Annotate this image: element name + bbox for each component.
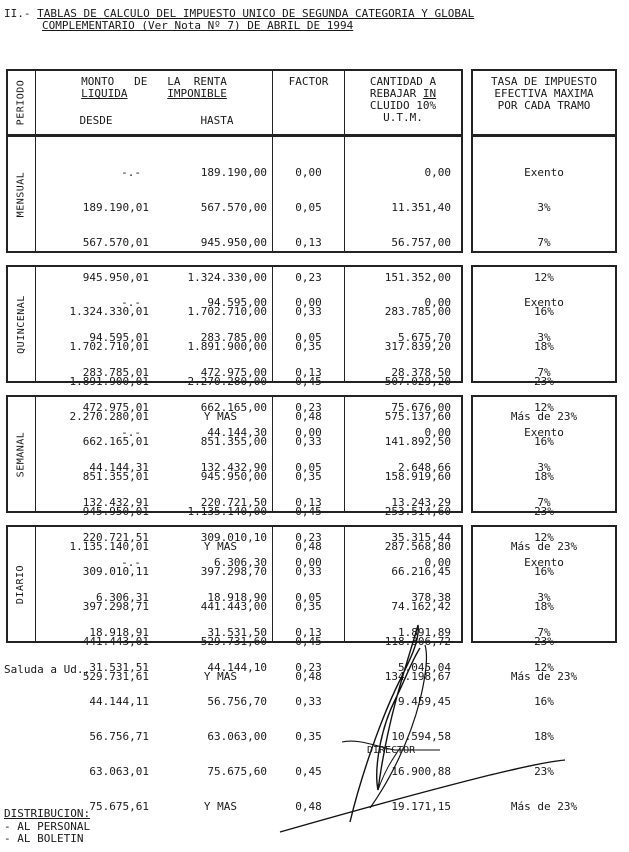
desde-cell: -.-: [121, 426, 141, 440]
tasa-cell: 7%: [537, 235, 551, 249]
tasa-cell: 7%: [537, 365, 551, 379]
tasa-cell: 16%: [534, 435, 554, 449]
hasta-column: [155, 530, 267, 835]
hasta-cell: 397.298,70: [200, 565, 267, 579]
rebajar-cell: 28.378,50: [391, 365, 451, 379]
factor-cell: 0,13: [295, 495, 322, 509]
hasta-cell: 75.675,60: [207, 764, 267, 778]
rebajar-cell: 0,00: [424, 426, 451, 440]
desde-cell: 31.531,51: [89, 660, 149, 674]
rebajar-cell: 56.757,00: [391, 235, 451, 249]
desde-cell: 851.355,01: [82, 470, 149, 484]
rebajar-cell: 317.839,20: [384, 340, 451, 354]
desde-cell: 6.306,31: [96, 590, 149, 604]
factor-cell: 0,13: [295, 365, 322, 379]
hasta-cell: 44.144,30: [207, 426, 267, 440]
saluda-text: Saluda a Ud.,: [4, 663, 91, 676]
tasa-cell: 18%: [534, 730, 554, 744]
rebajar-cell: 1.891,89: [398, 625, 451, 639]
rebajar-cell: 158.919,60: [384, 470, 451, 484]
factor-cell: 0,00: [295, 426, 322, 440]
tasa-cell: 3%: [537, 200, 551, 214]
header-periodo: PERIODO: [15, 79, 27, 126]
hasta-cell: 2.270.280,00: [187, 374, 267, 388]
factor-cell: 0,00: [295, 556, 322, 570]
hasta-cell: 189.190,00: [200, 166, 267, 180]
tasa-cell: 12%: [534, 660, 554, 674]
header-tasa: TASA DE IMPUESTO EFECTIVA MAXIMA POR CADA TRAMO: [491, 75, 597, 112]
factor-cell: 0,33: [295, 435, 322, 449]
hasta-cell: 56.756,70: [207, 695, 267, 709]
section-label: QUINCENAL: [15, 294, 27, 354]
tasa-semanal: [471, 395, 617, 683]
factor-cell: 0,05: [295, 590, 322, 604]
rebajar-cell: 283.785,00: [384, 305, 451, 319]
desde-cell: 1.702.710,01: [69, 340, 149, 354]
rebajar-cell: 253.514,60: [384, 504, 451, 518]
rebajar-cell: 35.315,44: [391, 530, 451, 544]
hasta-cell: 1.702.710,00: [187, 305, 267, 319]
factor-cell: 0,13: [295, 625, 322, 639]
desde-cell: 945.950,01: [82, 270, 149, 284]
header-desde: DESDE: [79, 114, 113, 127]
desde-cell: 63.063,01: [89, 764, 149, 778]
section-label: DIARIO: [15, 564, 27, 604]
factor-cell: 0,05: [295, 460, 322, 474]
heading-line-1: TABLAS DE CALCULO DEL IMPUESTO UNICO DE SEGUNDA CATEGORIA Y GLOBAL: [37, 7, 475, 20]
rebajar-cell: 13.243,29: [391, 495, 451, 509]
tasa-cell: Exento: [524, 166, 564, 180]
desde-cell: 189.190,01: [82, 200, 149, 214]
tasa-cell: 18%: [534, 600, 554, 614]
desde-cell: 1.891.900,01: [69, 374, 149, 388]
tasa-column: [472, 530, 616, 835]
factor-cell: 0,13: [295, 235, 322, 249]
desde-cell: 2.270.280,01: [69, 409, 149, 423]
desde-cell: 132.432,91: [82, 495, 149, 509]
tasa-cell: 16%: [534, 565, 554, 579]
factor-cell: 0,05: [295, 330, 322, 344]
desde-cell: 18.918,91: [89, 625, 149, 639]
table-header-box: [6, 69, 463, 136]
tasa-mensual: [471, 135, 617, 423]
rebajar-column: [345, 530, 451, 835]
factor-cell: 0,45: [295, 504, 322, 518]
rebajar-cell: 507.029,20: [384, 374, 451, 388]
desde-cell: 309.010,11: [82, 565, 149, 579]
heading-prefix: II.-: [4, 7, 31, 20]
hasta-cell: 529.731,60: [200, 634, 267, 648]
factor-cell: 0,35: [295, 600, 322, 614]
hasta-cell: 472.975,00: [200, 365, 267, 379]
desde-cell: 472.975,01: [82, 400, 149, 414]
desde-cell: 1.135.140,01: [69, 539, 149, 553]
header-factor: FACTOR: [288, 75, 329, 88]
section-label: MENSUAL: [15, 171, 27, 217]
document-heading: [4, 8, 474, 32]
factor-cell: 0,45: [295, 374, 322, 388]
desde-cell: 441.443,01: [82, 634, 149, 648]
rebajar-cell: 9.459,45: [398, 695, 451, 709]
tasa-cell: 16%: [534, 305, 554, 319]
tasa-cell: 23%: [534, 634, 554, 648]
tasa-cell: 3%: [537, 460, 551, 474]
desde-cell: 567.570,01: [82, 235, 149, 249]
rebajar-cell: 11.351,40: [391, 200, 451, 214]
desde-cell: 94.595,01: [89, 330, 149, 344]
factor-cell: 0,48: [295, 409, 322, 423]
tasa-cell: Más de 23%: [510, 539, 578, 553]
hasta-cell: 283.785,00: [200, 330, 267, 344]
rebajar-cell: 74.162,42: [391, 600, 451, 614]
factor-cell: 0,48: [295, 539, 322, 553]
tasa-cell: 7%: [537, 495, 551, 509]
hasta-cell: 309.010,10: [200, 530, 267, 544]
tasa-cell: 16%: [534, 695, 554, 709]
desde-cell: -.-: [121, 296, 141, 310]
factor-cell: 0,05: [295, 200, 322, 214]
rebajar-cell: 19.171,15: [391, 799, 451, 813]
desde-cell: -.-: [121, 166, 141, 180]
factor-cell: 0,00: [295, 296, 322, 310]
desde-cell: 529.731,61: [82, 669, 149, 683]
rebajar-cell: 575.137,60: [384, 409, 451, 423]
hasta-cell: Y MAS: [203, 799, 237, 813]
rebajar-cell: 134.198,67: [384, 669, 451, 683]
factor-cell: 0,23: [295, 400, 322, 414]
factor-cell: 0,35: [295, 730, 322, 744]
hasta-cell: 220.721,50: [200, 495, 267, 509]
header-liquida: LIQUIDA: [81, 87, 128, 100]
director-label: DIRECTOR: [367, 745, 416, 756]
rebajar-cell: 118.306,72: [384, 634, 451, 648]
tasa-cell: 3%: [537, 330, 551, 344]
tasa-cell: 12%: [534, 270, 554, 284]
tasa-cell: 12%: [534, 530, 554, 544]
factor-cell: 0,48: [295, 799, 322, 813]
rebajar-cell: 5.045,04: [398, 660, 451, 674]
desde-cell: 75.675,61: [89, 799, 149, 813]
hasta-cell: Y MAS: [203, 669, 237, 683]
tasa-cell: Exento: [524, 426, 564, 440]
desde-cell: 662.165,01: [82, 435, 149, 449]
tasa-cell: 23%: [534, 504, 554, 518]
header-hasta: HASTA: [200, 114, 234, 127]
distribution-item: - AL BOLETIN: [4, 832, 84, 845]
desde-cell: 44.144,11: [89, 695, 149, 709]
tasa-diario: [471, 525, 617, 813]
header-imponible: IMPONIBLE: [167, 87, 227, 100]
distribution-item: - AL PERSONAL: [4, 820, 91, 833]
hasta-cell: 567.570,00: [200, 200, 267, 214]
tasa-cell: Más de 23%: [510, 409, 578, 423]
factor-cell: 0,23: [295, 660, 322, 674]
desde-column: [37, 530, 149, 835]
rebajar-cell: 151.352,00: [384, 270, 451, 284]
factor-cell: 0,48: [295, 669, 322, 683]
hasta-cell: Y MAS: [203, 409, 237, 423]
factor-cell: 0,33: [295, 305, 322, 319]
factor-cell: 0,45: [295, 634, 322, 648]
hasta-cell: 94.595,00: [207, 296, 267, 310]
rebajar-cell: 66.216,45: [391, 565, 451, 579]
hasta-cell: 1.135.140,00: [187, 504, 267, 518]
header-cantidad: CANTIDAD A REBAJAR IN CLUIDO 10% U.T.M.: [369, 75, 437, 124]
factor-cell: 0,23: [295, 270, 322, 284]
factor-cell: 0,35: [295, 340, 322, 354]
tasa-quincenal: [471, 265, 617, 553]
tasa-cell: 23%: [534, 764, 554, 778]
hasta-cell: 1.324.330,00: [187, 270, 267, 284]
hasta-cell: 1.891.900,00: [187, 340, 267, 354]
section-label: SEMANAL: [15, 431, 27, 477]
hasta-cell: 945.950,00: [200, 235, 267, 249]
factor-cell: 0,23: [295, 530, 322, 544]
distribucion-label: DISTRIBUCION:: [4, 807, 91, 820]
rebajar-cell: 0,00: [424, 556, 451, 570]
desde-cell: 945.950,01: [82, 504, 149, 518]
desde-cell: 283.785,01: [82, 365, 149, 379]
desde-cell: 397.298,71: [82, 600, 149, 614]
hasta-cell: 44.144,10: [207, 660, 267, 674]
tasa-cell: 23%: [534, 374, 554, 388]
rebajar-cell: 16.900,88: [391, 764, 451, 778]
tasa-cell: Más de 23%: [510, 669, 578, 683]
factor-cell: 0,33: [295, 695, 322, 709]
tasa-header-box: [471, 69, 617, 136]
factor-cell: 0,35: [295, 470, 322, 484]
hasta-cell: 945.950,00: [200, 470, 267, 484]
tasa-cell: Exento: [524, 296, 564, 310]
rebajar-cell: 287.568,80: [384, 539, 451, 553]
desde-cell: 56.756,71: [89, 730, 149, 744]
hasta-cell: Y MAS: [203, 539, 237, 553]
rebajar-cell: 10.594,58: [391, 730, 451, 744]
rebajar-cell: 378,38: [411, 590, 451, 604]
tasa-cell: Más de 23%: [510, 799, 578, 813]
rebajar-cell: 75.676,00: [391, 400, 451, 414]
hasta-cell: 63.063,00: [207, 730, 267, 744]
hasta-cell: 31.531,50: [207, 625, 267, 639]
rebajar-cell: 5.675,70: [398, 330, 451, 344]
tasa-cell: 18%: [534, 470, 554, 484]
desde-cell: 44.144,31: [89, 460, 149, 474]
desde-cell: 1.324.330,01: [69, 305, 149, 319]
rebajar-cell: 0,00: [424, 296, 451, 310]
hasta-cell: 662.165,00: [200, 400, 267, 414]
tasa-cell: 3%: [537, 590, 551, 604]
hasta-cell: 18.918,90: [207, 590, 267, 604]
hasta-cell: 851.355,00: [200, 435, 267, 449]
tasa-cell: Exento: [524, 556, 564, 570]
hasta-cell: 441.443,00: [200, 600, 267, 614]
factor-cell: 0,00: [295, 166, 322, 180]
tasa-cell: 7%: [537, 625, 551, 639]
tasa-cell: 18%: [534, 340, 554, 354]
rebajar-cell: 0,00: [424, 166, 451, 180]
desde-cell: -.-: [121, 556, 141, 570]
desde-cell: 220.721,51: [82, 530, 149, 544]
factor-cell: 0,33: [295, 565, 322, 579]
hasta-cell: 132.432,90: [200, 460, 267, 474]
factor-column: [273, 530, 344, 835]
tasa-cell: 12%: [534, 400, 554, 414]
rebajar-cell: 2.648,66: [398, 460, 451, 474]
header-monto: MONTO DE LA RENTA LIQUIDA IMPONIBLE: [81, 75, 227, 100]
rebajar-cell: 141.892,50: [384, 435, 451, 449]
hasta-cell: 6.306,30: [214, 556, 267, 570]
heading-line-2: COMPLEMENTARIO (Ver Nota Nº 7) DE ABRIL DE 1994: [42, 19, 354, 32]
factor-cell: 0,45: [295, 764, 322, 778]
